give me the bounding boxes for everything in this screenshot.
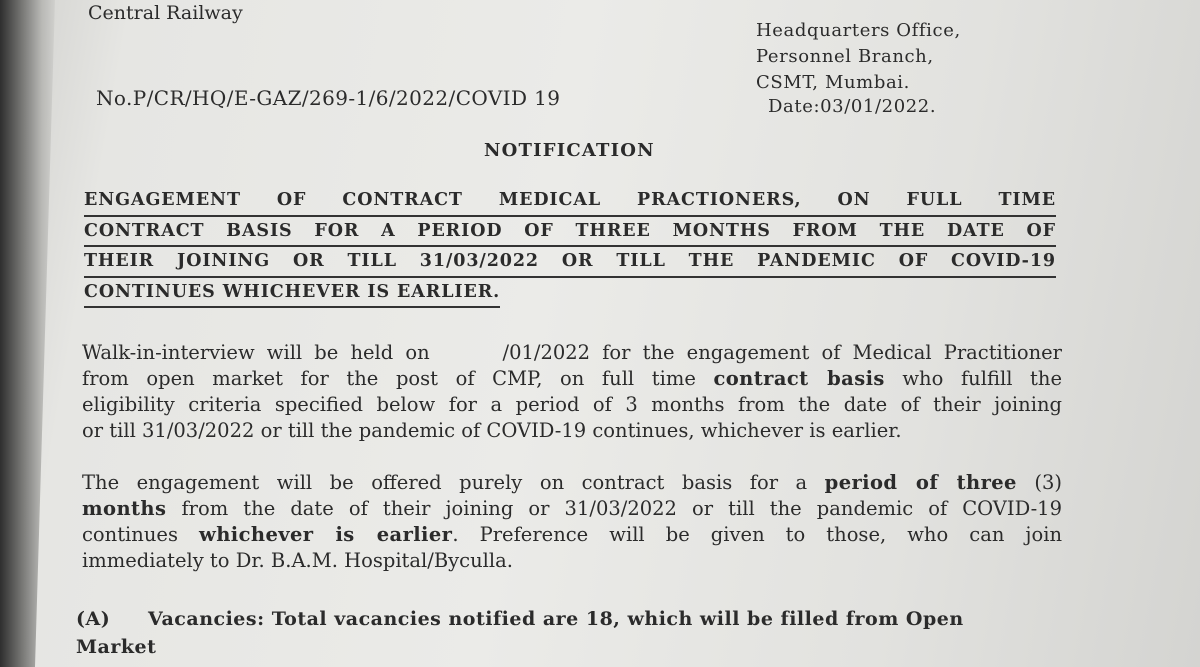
paragraph-engagement-terms (82, 470, 1062, 574)
paper-fold-shadow (0, 0, 60, 667)
office-line-2: Personnel Branch, (756, 46, 934, 67)
paragraph-line: Walk-in-interview will be held on /01/2022 for the engagement of Medical Practitioner (82, 341, 1062, 364)
section-label: (A) (76, 608, 111, 630)
bold-text-run: contract basis (713, 367, 885, 390)
office-line-1: Headquarters Office, (756, 20, 961, 41)
paragraph-line (82, 522, 1062, 548)
section-a-vacancies (76, 605, 1056, 661)
notification-title: NOTIFICATION (484, 140, 655, 161)
bold-text-run: whichever is earlier (199, 523, 453, 546)
document-date: Date:03/01/2022. (768, 96, 937, 117)
organization-name: Central Railway (88, 2, 243, 24)
text-run: . Preference will be given to those, who can join (452, 523, 1063, 546)
text-run: who fulfill the (884, 367, 1062, 390)
paragraph-line (82, 470, 1062, 496)
text-run: from open market for the post of CMP, on full time (82, 367, 714, 390)
subject-line: THEIR JOINING OR TILL 31/03/2022 OR TILL THE PANDEMIC OF COVID-19 (84, 247, 1056, 278)
subject-line: CONTRACT BASIS FOR A PERIOD OF THREE MONTHS FROM THE DATE OF (84, 217, 1056, 248)
bold-text-run: months (82, 497, 167, 520)
subject-line: CONTINUES WHICHEVER IS EARLIER. (84, 278, 500, 309)
paragraph-line: eligibility criteria specified below for a period of 3 months from the date of their joining (82, 393, 1062, 416)
text-run: (3) (1016, 471, 1062, 494)
paragraph-line (82, 496, 1062, 522)
paragraph-line: immediately to Dr. B.A.M. Hospital/Byculla. (82, 549, 513, 572)
paragraph-line: or till 31/03/2022 or till the pandemic of COVID-19 continues, whichever is earlier. (82, 419, 902, 442)
bold-text-run: period of three (824, 471, 1017, 494)
paragraph-walk-in-interview (82, 340, 1062, 444)
subject-block (84, 186, 1056, 308)
text-run: from the date of their joining or 31/03/2022 or till the pandemic of COVID-19 (166, 497, 1062, 520)
paragraph-line (82, 366, 1062, 392)
office-line-3: CSMT, Mumbai. (756, 72, 910, 93)
reference-number: No.P/CR/HQ/E-GAZ/269-1/6/2022/COVID 19 (96, 86, 561, 110)
section-text-continued: Market (76, 636, 157, 658)
subject-line: ENGAGEMENT OF CONTRACT MEDICAL PRACTIONERS, ON FULL TIME (84, 186, 1056, 217)
section-text: Vacancies: Total vacancies notified are 18, which will be filled from Open (148, 608, 964, 630)
text-run: continues (82, 523, 200, 546)
text-run: The engagement will be offered purely on contract basis for a (82, 471, 825, 494)
